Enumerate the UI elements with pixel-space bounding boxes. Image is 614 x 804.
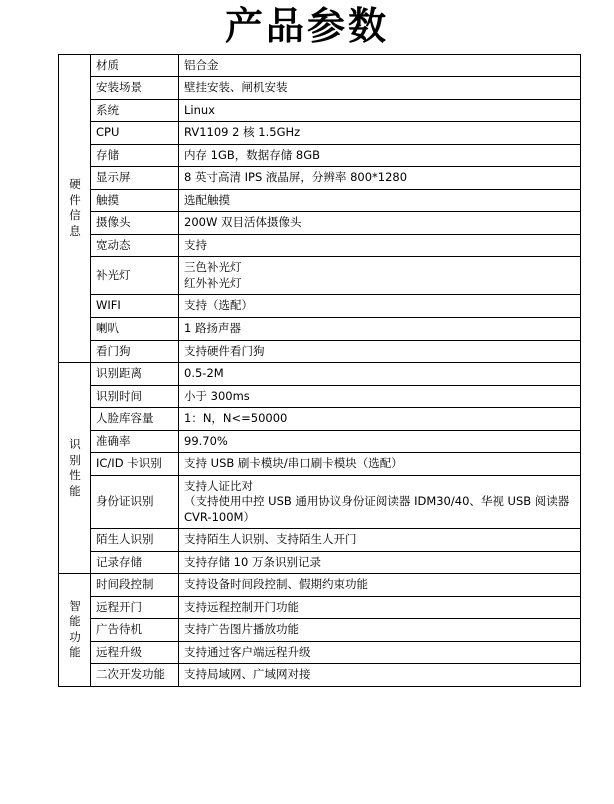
spec-value-line: 铝合金: [184, 57, 219, 72]
table-row: [59, 596, 581, 619]
table-row: [59, 317, 581, 340]
table-row: [59, 212, 581, 235]
spec-group-label-char: 件: [69, 192, 81, 207]
table-row: [59, 551, 581, 574]
spec-key: 远程升级: [91, 641, 179, 664]
spec-value-line: 壁挂安装、闸机安装: [184, 80, 288, 95]
spec-value: [179, 99, 581, 122]
spec-value: [179, 475, 581, 529]
spec-group-label-char: 能: [69, 614, 81, 629]
table-row: [59, 99, 581, 122]
spec-group-label-char: 能: [69, 645, 81, 660]
spec-value: [179, 453, 581, 476]
spec-key: 远程开门: [91, 596, 179, 619]
table-row: [59, 408, 581, 431]
spec-value-line: 1 路扬声器: [184, 320, 241, 335]
spec-key: 身份证识别: [91, 475, 179, 529]
spec-key: 显示屏: [91, 167, 179, 190]
spec-value: [179, 408, 581, 431]
table-row: [59, 189, 581, 212]
spec-group-label: [59, 574, 91, 687]
spec-group-label-char: 信: [69, 208, 81, 223]
spec-value-line: 支持局域网、广域网对接: [184, 667, 311, 682]
spec-key: 喇叭: [91, 317, 179, 340]
spec-group-label: [59, 54, 91, 362]
spec-value-line: 支持: [184, 237, 207, 252]
table-row: [59, 453, 581, 476]
table-row: [59, 574, 581, 597]
spec-key: WIFI: [91, 295, 179, 318]
spec-value: [179, 212, 581, 235]
spec-value: [179, 551, 581, 574]
table-row: [59, 167, 581, 190]
spec-value: [179, 641, 581, 664]
spec-key: 时间段控制: [91, 574, 179, 597]
spec-value-line: 200W 双目活体摄像头: [184, 215, 302, 230]
spec-group-label-char: 识: [69, 437, 81, 452]
spec-value: [179, 189, 581, 212]
spec-value-line: 99.70%: [184, 433, 228, 448]
spec-value-line: 支持存储 10 万条识别记录: [184, 554, 321, 569]
spec-key: CPU: [91, 122, 179, 145]
table-row: [59, 144, 581, 167]
spec-value-line: 支持陌生人识别、支持陌生人开门: [184, 532, 357, 547]
spec-value-line: 支持 USB 刷卡模块/串口刷卡模块（选配）: [184, 456, 403, 471]
spec-value: [179, 430, 581, 453]
table-row: [59, 664, 581, 687]
spec-value-line: 支持广告图片播放功能: [184, 622, 299, 637]
spec-value-line: Linux: [184, 102, 215, 117]
spec-value-line: RV1109 2 核 1.5GHz: [184, 125, 301, 140]
spec-key: 陌生人识别: [91, 529, 179, 552]
spec-group-label-char: 智: [69, 598, 81, 613]
spec-value-line: 红外补光灯: [184, 275, 242, 290]
spec-group-label-char: 息: [69, 223, 81, 238]
spec-key: 广告待机: [91, 619, 179, 642]
spec-key: IC/ID 卡识别: [91, 453, 179, 476]
spec-value: [179, 340, 581, 363]
spec-value: [179, 317, 581, 340]
spec-group-label-char: 性: [69, 468, 81, 483]
spec-key: 存储: [91, 144, 179, 167]
spec-group-label-char: 别: [69, 452, 81, 467]
spec-value: [179, 363, 581, 386]
table-row: [59, 54, 581, 77]
spec-key: 记录存储: [91, 551, 179, 574]
spec-value-line: 三色补光灯: [184, 260, 242, 275]
table-row: [59, 619, 581, 642]
table-row: [59, 340, 581, 363]
spec-key: 二次开发功能: [91, 664, 179, 687]
spec-value: [179, 234, 581, 257]
spec-value-line: 8 英寸高清 IPS 液晶屏，分辨率 800*1280: [184, 170, 408, 185]
spec-key: 系统: [91, 99, 179, 122]
spec-value: [179, 574, 581, 597]
spec-value: [179, 619, 581, 642]
spec-value-line: （支持使用中控 USB 通用协议身份证阅读器 IDM30/40、华视 USB 阅读器: [184, 494, 570, 509]
spec-value-line: 支持远程控制开门功能: [184, 599, 299, 614]
table-row: [59, 234, 581, 257]
spec-table-body: [59, 54, 581, 686]
table-row: [59, 529, 581, 552]
spec-key: 摄像头: [91, 212, 179, 235]
spec-key: 补光灯: [91, 257, 179, 295]
table-row: [59, 385, 581, 408]
spec-group-label-char: 能: [69, 483, 81, 498]
spec-value-line: 小于 300ms: [184, 388, 250, 403]
spec-value: [179, 144, 581, 167]
spec-value-line: 支持通过客户端远程升级: [184, 644, 311, 659]
spec-value-line: 内存 1GB，数据存储 8GB: [184, 147, 321, 162]
spec-key: 准确率: [91, 430, 179, 453]
spec-value-line: 选配触摸: [184, 192, 230, 207]
spec-key: 宽动态: [91, 234, 179, 257]
table-row: [59, 641, 581, 664]
spec-value-line: 支持硬件看门狗: [184, 343, 265, 358]
spec-value: [179, 77, 581, 100]
spec-group-label: [59, 363, 91, 574]
spec-value: [179, 295, 581, 318]
table-row: [59, 257, 581, 295]
product-spec-table: [58, 54, 581, 687]
table-row: [59, 122, 581, 145]
spec-value: [179, 529, 581, 552]
spec-key: 识别距离: [91, 363, 179, 386]
spec-value-line: 支持设备时间段控制、假期约束功能: [184, 577, 368, 592]
spec-key: 看门狗: [91, 340, 179, 363]
spec-value: [179, 167, 581, 190]
table-row: [59, 363, 581, 386]
table-row: [59, 77, 581, 100]
spec-value-line: CVR-100M）: [184, 509, 255, 524]
spec-key: 触摸: [91, 189, 179, 212]
spec-value: [179, 664, 581, 687]
spec-value-line: 支持人证比对: [184, 478, 253, 493]
table-row: [59, 475, 581, 529]
spec-value: [179, 257, 581, 295]
spec-value-line: 支持（选配）: [184, 298, 253, 313]
spec-value: [179, 385, 581, 408]
spec-group-label-char: 功: [69, 629, 81, 644]
table-row: [59, 430, 581, 453]
spec-group-label-char: 硬: [69, 177, 81, 192]
spec-value-line: 1：N，N<=50000: [184, 411, 288, 426]
spec-value: [179, 596, 581, 619]
spec-value-line: 0.5-2M: [184, 366, 224, 381]
spec-key: 识别时间: [91, 385, 179, 408]
spec-value: [179, 122, 581, 145]
spec-value: [179, 54, 581, 77]
spec-key: 安装场景: [91, 77, 179, 100]
spec-key: 人脸库容量: [91, 408, 179, 431]
table-row: [59, 295, 581, 318]
page-title: 产品参数: [224, 4, 389, 48]
spec-key: 材质: [91, 54, 179, 77]
